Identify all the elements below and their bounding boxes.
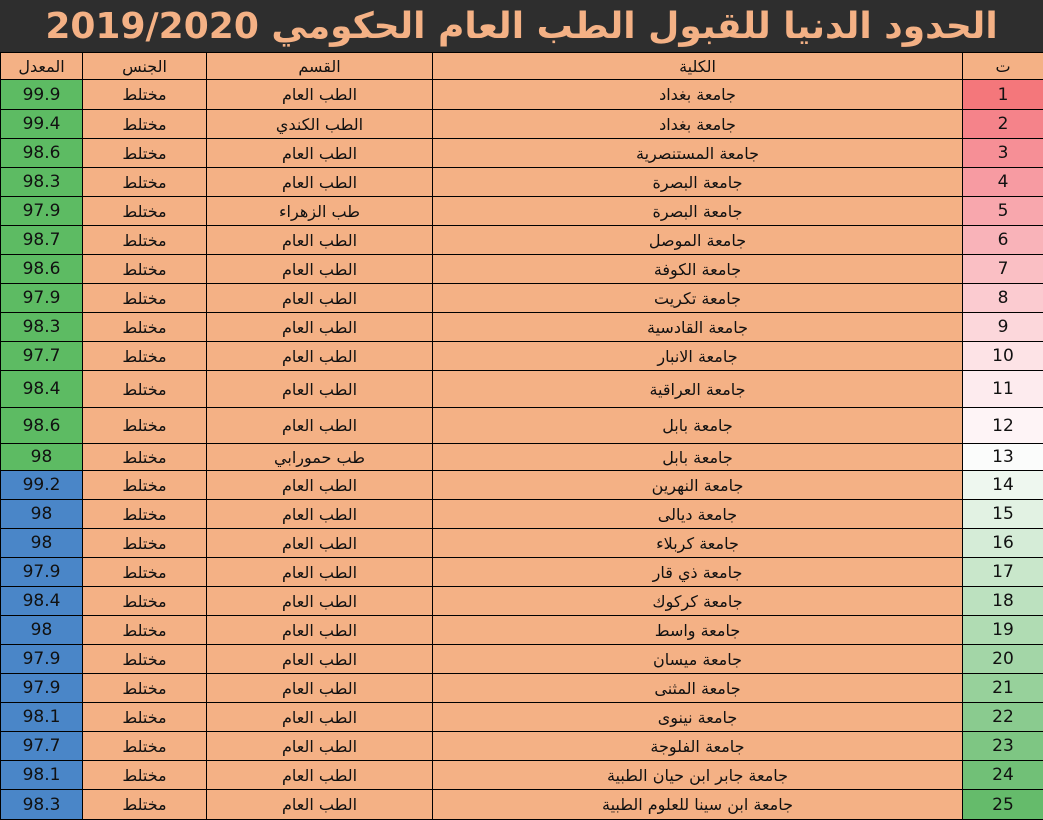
college-cell: جامعة جابر ابن حيان الطبية bbox=[433, 761, 963, 790]
avg-cell: 98 bbox=[1, 616, 83, 645]
dept-cell: طب الزهراء bbox=[207, 197, 433, 226]
avg-cell: 97.9 bbox=[1, 197, 83, 226]
college-cell: جامعة البصرة bbox=[433, 168, 963, 197]
avg-cell: 98.3 bbox=[1, 790, 83, 820]
college-cell: جامعة النهرين bbox=[433, 471, 963, 500]
dept-cell: طب حمورابي bbox=[207, 444, 433, 471]
table-row bbox=[1, 529, 1043, 558]
row-number-cell: 1 bbox=[963, 80, 1043, 110]
header-college: الكلية bbox=[433, 53, 963, 80]
college-cell: جامعة تكريت bbox=[433, 284, 963, 313]
gender-cell: مختلط bbox=[83, 790, 207, 820]
table-row bbox=[1, 226, 1043, 255]
dept-cell: الطب العام bbox=[207, 703, 433, 732]
table-row bbox=[1, 408, 1043, 444]
college-cell: جامعة ديالى bbox=[433, 500, 963, 529]
row-number-cell: 20 bbox=[963, 645, 1043, 674]
avg-cell: 98 bbox=[1, 500, 83, 529]
avg-cell: 97.9 bbox=[1, 558, 83, 587]
college-cell: جامعة بابل bbox=[433, 444, 963, 471]
college-cell: جامعة المثنى bbox=[433, 674, 963, 703]
dept-cell: الطب العام bbox=[207, 255, 433, 284]
dept-cell: الطب العام bbox=[207, 342, 433, 371]
table-row bbox=[1, 168, 1043, 197]
college-cell: جامعة بابل bbox=[433, 408, 963, 444]
gender-cell: مختلط bbox=[83, 674, 207, 703]
dept-cell: الطب العام bbox=[207, 645, 433, 674]
table-row bbox=[1, 110, 1043, 139]
row-number-cell: 21 bbox=[963, 674, 1043, 703]
dept-cell: الطب العام bbox=[207, 558, 433, 587]
college-cell: جامعة بغداد bbox=[433, 110, 963, 139]
dept-cell: الطب العام bbox=[207, 80, 433, 110]
table-row bbox=[1, 139, 1043, 168]
avg-cell: 98.1 bbox=[1, 761, 83, 790]
gender-cell: مختلط bbox=[83, 284, 207, 313]
admission-table bbox=[0, 52, 1043, 820]
avg-cell: 97.9 bbox=[1, 674, 83, 703]
header-no: ت bbox=[963, 53, 1043, 80]
dept-cell: الطب الكندي bbox=[207, 110, 433, 139]
avg-cell: 98.3 bbox=[1, 168, 83, 197]
row-number-cell: 13 bbox=[963, 444, 1043, 471]
row-number-cell: 18 bbox=[963, 587, 1043, 616]
college-cell: جامعة بغداد bbox=[433, 80, 963, 110]
row-number-cell: 24 bbox=[963, 761, 1043, 790]
gender-cell: مختلط bbox=[83, 645, 207, 674]
header-dept: القسم bbox=[207, 53, 433, 80]
avg-cell: 99.9 bbox=[1, 80, 83, 110]
gender-cell: مختلط bbox=[83, 471, 207, 500]
gender-cell: مختلط bbox=[83, 168, 207, 197]
avg-cell: 98.3 bbox=[1, 313, 83, 342]
row-number-cell: 7 bbox=[963, 255, 1043, 284]
table-row bbox=[1, 732, 1043, 761]
avg-cell: 99.4 bbox=[1, 110, 83, 139]
college-cell: جامعة ذي قار bbox=[433, 558, 963, 587]
gender-cell: مختلط bbox=[83, 80, 207, 110]
dept-cell: الطب العام bbox=[207, 284, 433, 313]
row-number-cell: 9 bbox=[963, 313, 1043, 342]
row-number-cell: 17 bbox=[963, 558, 1043, 587]
table-row bbox=[1, 342, 1043, 371]
row-number-cell: 16 bbox=[963, 529, 1043, 558]
college-cell: جامعة الفلوجة bbox=[433, 732, 963, 761]
avg-cell: 98.6 bbox=[1, 408, 83, 444]
college-cell: جامعة كركوك bbox=[433, 587, 963, 616]
table-row bbox=[1, 444, 1043, 471]
avg-cell: 98.4 bbox=[1, 371, 83, 408]
college-cell: جامعة ميسان bbox=[433, 645, 963, 674]
header-avg: المعدل bbox=[1, 53, 83, 80]
gender-cell: مختلط bbox=[83, 342, 207, 371]
gender-cell: مختلط bbox=[83, 558, 207, 587]
gender-cell: مختلط bbox=[83, 110, 207, 139]
avg-cell: 98 bbox=[1, 529, 83, 558]
dept-cell: الطب العام bbox=[207, 616, 433, 645]
dept-cell: الطب العام bbox=[207, 371, 433, 408]
table-row bbox=[1, 674, 1043, 703]
gender-cell: مختلط bbox=[83, 703, 207, 732]
gender-cell: مختلط bbox=[83, 616, 207, 645]
row-number-cell: 3 bbox=[963, 139, 1043, 168]
header-row bbox=[1, 53, 1043, 80]
dept-cell: الطب العام bbox=[207, 471, 433, 500]
avg-cell: 99.2 bbox=[1, 471, 83, 500]
row-number-cell: 10 bbox=[963, 342, 1043, 371]
gender-cell: مختلط bbox=[83, 761, 207, 790]
table-row bbox=[1, 645, 1043, 674]
table-row bbox=[1, 197, 1043, 226]
dept-cell: الطب العام bbox=[207, 408, 433, 444]
dept-cell: الطب العام bbox=[207, 168, 433, 197]
table-row bbox=[1, 80, 1043, 110]
table-row bbox=[1, 313, 1043, 342]
table-row bbox=[1, 558, 1043, 587]
avg-cell: 98.1 bbox=[1, 703, 83, 732]
gender-cell: مختلط bbox=[83, 313, 207, 342]
table-body bbox=[1, 53, 1043, 820]
avg-cell: 97.7 bbox=[1, 732, 83, 761]
dept-cell: الطب العام bbox=[207, 226, 433, 255]
row-number-cell: 14 bbox=[963, 471, 1043, 500]
avg-cell: 98.4 bbox=[1, 587, 83, 616]
college-cell: جامعة واسط bbox=[433, 616, 963, 645]
row-number-cell: 6 bbox=[963, 226, 1043, 255]
row-number-cell: 2 bbox=[963, 110, 1043, 139]
table-row bbox=[1, 587, 1043, 616]
college-cell: جامعة المستنصرية bbox=[433, 139, 963, 168]
avg-cell: 97.7 bbox=[1, 342, 83, 371]
gender-cell: مختلط bbox=[83, 408, 207, 444]
avg-cell: 97.9 bbox=[1, 645, 83, 674]
table-row bbox=[1, 284, 1043, 313]
dept-cell: الطب العام bbox=[207, 500, 433, 529]
dept-cell: الطب العام bbox=[207, 761, 433, 790]
row-number-cell: 11 bbox=[963, 371, 1043, 408]
dept-cell: الطب العام bbox=[207, 139, 433, 168]
gender-cell: مختلط bbox=[83, 529, 207, 558]
gender-cell: مختلط bbox=[83, 732, 207, 761]
table-row bbox=[1, 616, 1043, 645]
avg-cell: 98 bbox=[1, 444, 83, 471]
avg-cell: 97.9 bbox=[1, 284, 83, 313]
row-number-cell: 12 bbox=[963, 408, 1043, 444]
college-cell: جامعة الكوفة bbox=[433, 255, 963, 284]
gender-cell: مختلط bbox=[83, 444, 207, 471]
row-number-cell: 15 bbox=[963, 500, 1043, 529]
row-number-cell: 23 bbox=[963, 732, 1043, 761]
gender-cell: مختلط bbox=[83, 500, 207, 529]
dept-cell: الطب العام bbox=[207, 313, 433, 342]
college-cell: جامعة البصرة bbox=[433, 197, 963, 226]
gender-cell: مختلط bbox=[83, 587, 207, 616]
avg-cell: 98.7 bbox=[1, 226, 83, 255]
row-number-cell: 22 bbox=[963, 703, 1043, 732]
gender-cell: مختلط bbox=[83, 371, 207, 408]
row-number-cell: 19 bbox=[963, 616, 1043, 645]
row-number-cell: 4 bbox=[963, 168, 1043, 197]
college-cell: جامعة القادسية bbox=[433, 313, 963, 342]
title-bar bbox=[0, 0, 1043, 52]
college-cell: جامعة الانبار bbox=[433, 342, 963, 371]
table-row bbox=[1, 371, 1043, 408]
avg-cell: 98.6 bbox=[1, 255, 83, 284]
dept-cell: الطب العام bbox=[207, 529, 433, 558]
table-row bbox=[1, 790, 1043, 820]
college-cell: جامعة كربلاء bbox=[433, 529, 963, 558]
row-number-cell: 8 bbox=[963, 284, 1043, 313]
table-row bbox=[1, 500, 1043, 529]
dept-cell: الطب العام bbox=[207, 790, 433, 820]
table-row bbox=[1, 471, 1043, 500]
row-number-cell: 5 bbox=[963, 197, 1043, 226]
dept-cell: الطب العام bbox=[207, 732, 433, 761]
college-cell: جامعة نينوى bbox=[433, 703, 963, 732]
gender-cell: مختلط bbox=[83, 197, 207, 226]
dept-cell: الطب العام bbox=[207, 674, 433, 703]
college-cell: جامعة ابن سينا للعلوم الطبية bbox=[433, 790, 963, 820]
avg-cell: 98.6 bbox=[1, 139, 83, 168]
gender-cell: مختلط bbox=[83, 139, 207, 168]
gender-cell: مختلط bbox=[83, 255, 207, 284]
page-title: الحدود الدنيا للقبول الطب العام الحكومي 2019/2020 bbox=[45, 6, 997, 47]
table-row bbox=[1, 703, 1043, 732]
dept-cell: الطب العام bbox=[207, 587, 433, 616]
row-number-cell: 25 bbox=[963, 790, 1043, 820]
header-gender: الجنس bbox=[83, 53, 207, 80]
college-cell: جامعة العراقية bbox=[433, 371, 963, 408]
college-cell: جامعة الموصل bbox=[433, 226, 963, 255]
gender-cell: مختلط bbox=[83, 226, 207, 255]
table-row bbox=[1, 761, 1043, 790]
table-row bbox=[1, 255, 1043, 284]
